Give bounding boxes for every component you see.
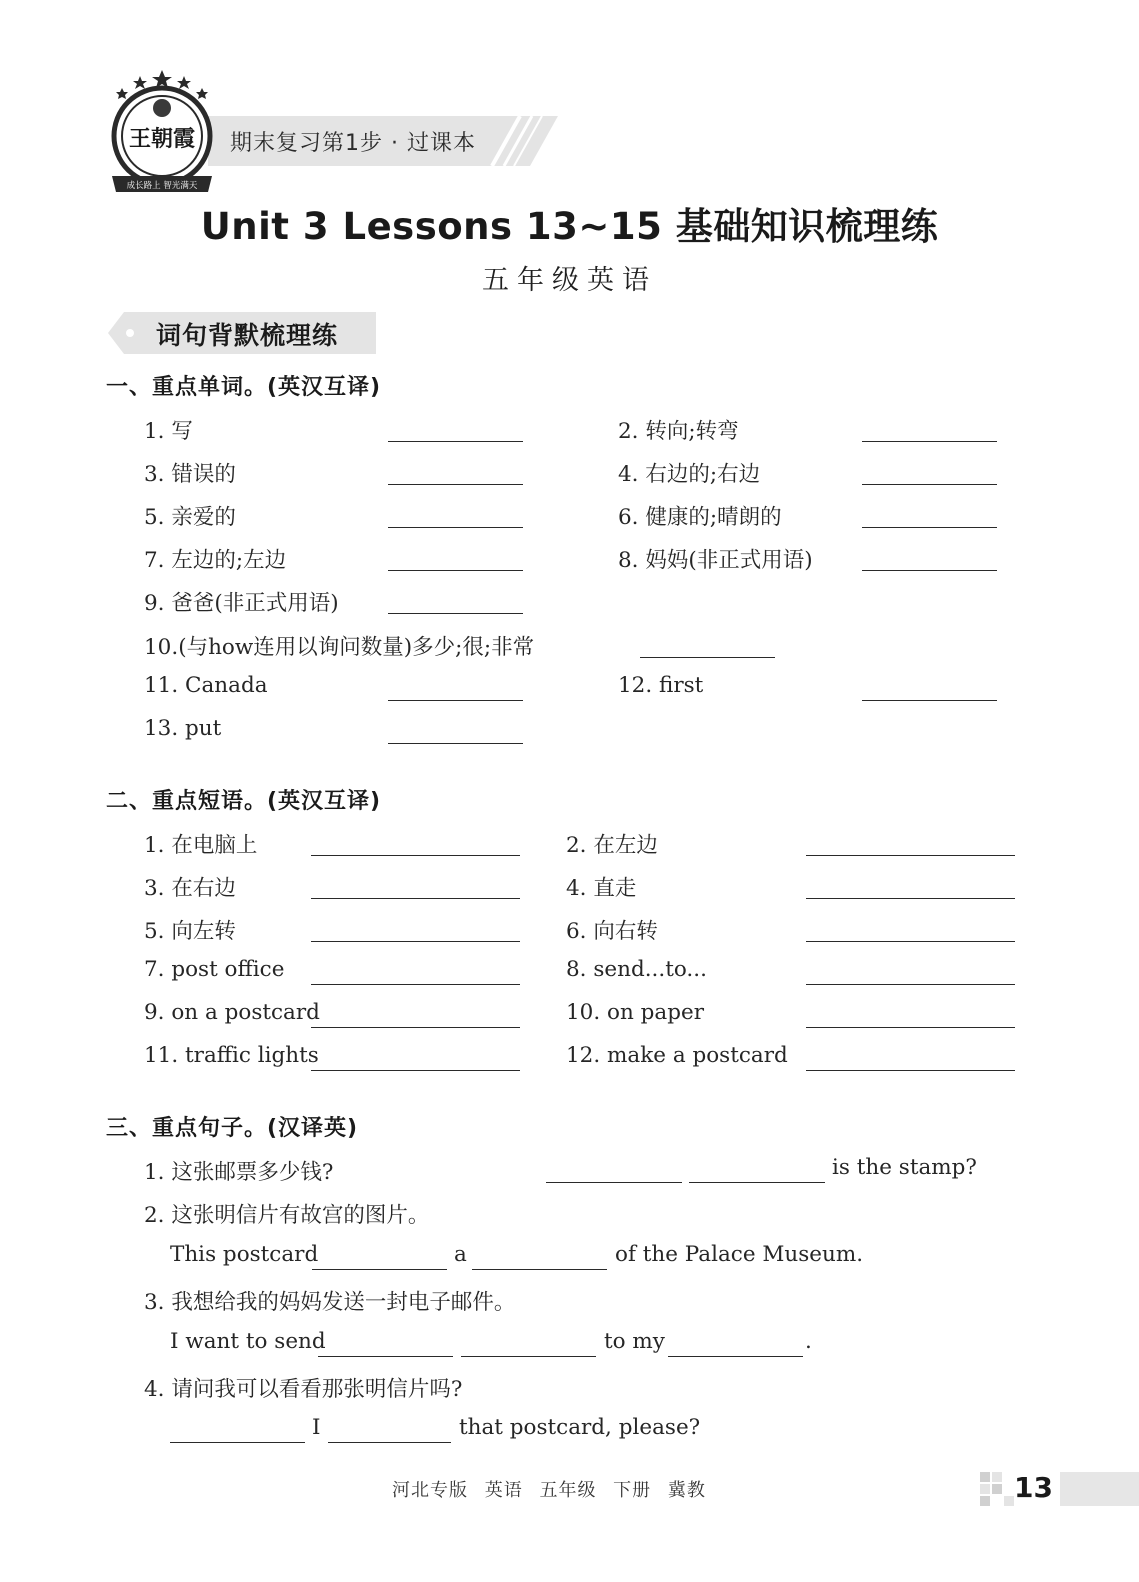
page-title: Unit 3 Lessons 13~15 基础知识梳理练 <box>200 205 939 248</box>
sentence-1-tail: is the stamp? <box>832 1155 977 1180</box>
phrase-item-12: 12. make a postcard <box>566 1043 788 1068</box>
header-banner-text: 期末复习第1步 · 过课本 <box>230 131 476 156</box>
phrase-item-10: 10. on paper <box>566 1000 704 1025</box>
phrase-item-7: 7. post office <box>144 957 285 982</box>
word-item-1: 1. 写 <box>144 419 193 444</box>
sentence-2-part-b: a <box>454 1242 467 1267</box>
answer-blank[interactable] <box>806 941 1015 942</box>
word-item-10: 10.(与how连用以询问数量)多少;很;非常 <box>144 635 535 660</box>
word-item-8: 8. 妈妈(非正式用语) <box>618 548 813 573</box>
answer-blank[interactable] <box>806 984 1015 985</box>
sentence-3-part-b: to my <box>604 1329 665 1354</box>
sentence-1-chinese: 1. 这张邮票多少钱? <box>144 1160 334 1185</box>
phrase-item-1: 1. 在电脑上 <box>144 833 258 858</box>
answer-blank[interactable] <box>388 527 523 528</box>
page-subtitle: 五年级英语 <box>482 265 657 296</box>
section1-heading: 一、重点单词。(英汉互译) <box>106 375 382 400</box>
answer-blank[interactable] <box>472 1269 607 1270</box>
answer-blank[interactable] <box>546 1182 682 1183</box>
answer-blank[interactable] <box>862 700 997 701</box>
sentence-4-part-a: I <box>312 1415 321 1440</box>
brand-logo-icon <box>104 68 220 198</box>
answer-blank[interactable] <box>640 657 775 658</box>
answer-blank[interactable] <box>388 613 523 614</box>
answer-blank[interactable] <box>311 1027 520 1028</box>
word-item-11: 11. Canada <box>144 673 268 698</box>
word-item-6: 6. 健康的;晴朗的 <box>618 505 782 530</box>
page-number-box <box>1060 1472 1139 1506</box>
answer-blank[interactable] <box>388 484 523 485</box>
word-item-2: 2. 转向;转弯 <box>618 419 739 444</box>
answer-blank[interactable] <box>311 1070 520 1071</box>
word-item-3: 3. 错误的 <box>144 462 236 487</box>
word-item-5: 5. 亲爱的 <box>144 505 236 530</box>
sentence-2-part-a: This postcard <box>170 1242 319 1267</box>
answer-blank[interactable] <box>170 1442 305 1443</box>
section-tag-text: 词句背默梳理练 <box>156 321 339 350</box>
phrase-item-6: 6. 向右转 <box>566 919 658 944</box>
answer-blank[interactable] <box>388 700 523 701</box>
answer-blank[interactable] <box>318 1356 453 1357</box>
page-number: 13 <box>1014 1471 1053 1504</box>
phrase-item-8: 8. send...to... <box>566 957 707 982</box>
sentence-4-part-b: that postcard, please? <box>459 1415 701 1440</box>
section2-heading: 二、重点短语。(英汉互译) <box>106 789 382 814</box>
answer-blank[interactable] <box>806 855 1015 856</box>
phrase-item-2: 2. 在左边 <box>566 833 658 858</box>
section3-heading: 三、重点句子。(汉译英) <box>106 1116 359 1141</box>
answer-blank[interactable] <box>668 1356 803 1357</box>
word-item-12: 12. first <box>618 673 704 698</box>
phrase-item-3: 3. 在右边 <box>144 876 236 901</box>
phrase-item-9: 9. on a postcard <box>144 1000 320 1025</box>
answer-blank[interactable] <box>311 898 520 899</box>
page-corner-squares-icon <box>980 1472 1014 1506</box>
answer-blank[interactable] <box>312 1269 447 1270</box>
answer-blank[interactable] <box>689 1182 825 1183</box>
answer-blank[interactable] <box>388 570 523 571</box>
answer-blank[interactable] <box>806 1027 1015 1028</box>
phrase-item-5: 5. 向左转 <box>144 919 236 944</box>
sentence-2-chinese: 2. 这张明信片有故宫的图片。 <box>144 1203 430 1228</box>
word-item-9: 9. 爸爸(非正式用语) <box>144 591 339 616</box>
answer-blank[interactable] <box>311 941 520 942</box>
answer-blank[interactable] <box>461 1356 596 1357</box>
answer-blank[interactable] <box>862 570 997 571</box>
phrase-item-4: 4. 直走 <box>566 876 637 901</box>
answer-blank[interactable] <box>311 855 520 856</box>
phrase-item-11: 11. traffic lights <box>144 1043 319 1068</box>
sentence-3-part-a: I want to send <box>170 1329 326 1354</box>
sentence-3-chinese: 3. 我想给我的妈妈发送一封电子邮件。 <box>144 1290 516 1315</box>
sentence-4-chinese: 4. 请问我可以看看那张明信片吗? <box>144 1377 463 1402</box>
word-item-4: 4. 右边的;右边 <box>618 462 761 487</box>
logo-text: 王朝霞 <box>128 126 196 152</box>
word-item-7: 7. 左边的;左边 <box>144 548 287 573</box>
answer-blank[interactable] <box>388 441 523 442</box>
sentence-3-part-c: . <box>805 1329 812 1354</box>
answer-blank[interactable] <box>806 898 1015 899</box>
answer-blank[interactable] <box>862 441 997 442</box>
answer-blank[interactable] <box>311 984 520 985</box>
sentence-2-part-c: of the Palace Museum. <box>615 1242 864 1267</box>
answer-blank[interactable] <box>862 527 997 528</box>
footer-edition: 河北专版 英语 五年级 下册 冀教 <box>392 1480 706 1501</box>
word-item-13: 13. put <box>144 716 222 741</box>
answer-blank[interactable] <box>862 484 997 485</box>
answer-blank[interactable] <box>328 1442 451 1443</box>
answer-blank[interactable] <box>806 1070 1015 1071</box>
logo-sub-text: 成长路上 智光满天 <box>126 181 198 191</box>
answer-blank[interactable] <box>388 743 523 744</box>
